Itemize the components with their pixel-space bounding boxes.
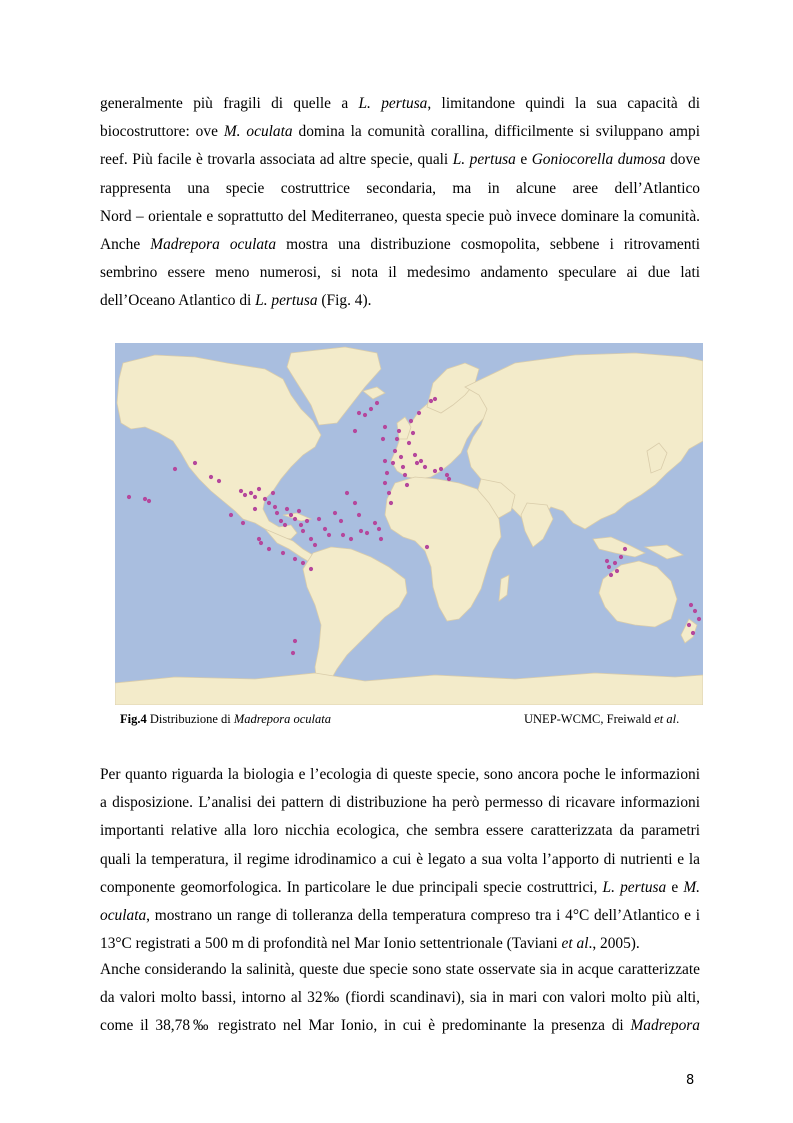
occurrence-marker [609,573,613,577]
page-number: 8 [686,1073,695,1088]
figure-credit: UNEP-WCMC, Freiwald et al. [524,712,680,726]
text-line: Nord – orientale e soprattutto del Mediterraneo, questa specie può invece dominare la comunità. [100,207,700,225]
occurrence-marker [209,475,213,479]
occurrence-marker [279,519,283,523]
text-line: come il 38,78‰ registrato nel Mar Ionio, in cui è predominante la presenza di Madrepora [100,1017,700,1035]
occurrence-marker [267,501,271,505]
occurrence-marker [387,491,391,495]
occurrence-marker [393,449,397,453]
occurrence-marker [297,509,301,513]
occurrence-marker [403,473,407,477]
occurrence-marker [299,523,303,527]
occurrence-marker [281,551,285,555]
occurrence-marker [249,491,253,495]
occurrence-marker [263,497,267,501]
occurrence-marker [369,407,373,411]
text-line: da valori molto bassi, intorno al 32‰ (fiordi scandinavi), sia in mari con valori molto più alti, [100,989,700,1007]
occurrence-marker [193,461,197,465]
occurrence-marker [357,411,361,415]
occurrence-marker [327,533,331,537]
occurrence-marker [305,519,309,523]
text-line: reef. Più facile è trovarla associata ad altre specie, quali L. pertusa e Goniocorella dumosa dove [100,151,701,169]
occurrence-marker [257,537,261,541]
occurrence-marker [379,537,383,541]
occurrence-marker [291,651,295,655]
occurrence-marker [423,465,427,469]
paragraph-3 [100,956,700,1041]
occurrence-marker [447,477,451,481]
occurrence-marker [289,513,293,517]
occurrence-marker [425,545,429,549]
occurrence-marker [253,507,257,511]
occurrence-marker [381,437,385,441]
text-line: oculata, mostrano un range di tolleranza della temperatura compreso tra i 4°C dell’Atlantico e i [100,907,700,925]
occurrence-marker [623,547,627,551]
occurrence-marker [687,623,691,627]
occurrence-marker [389,501,393,505]
occurrence-marker [353,429,357,433]
occurrence-marker [173,467,177,471]
text-line: a disposizione. L’analisi dei pattern di distribuzione ha però permesso di ricavare informazioni [100,794,700,812]
occurrence-marker [309,567,313,571]
occurrence-marker [349,537,353,541]
occurrence-marker [257,487,261,491]
occurrence-marker [391,461,395,465]
text-line: Per quanto riguarda la biologia e l’ecologia di queste specie, sono ancora poche le informazioni [100,766,700,783]
occurrence-marker [373,521,377,525]
occurrence-marker [143,497,147,501]
occurrence-marker [309,537,313,541]
occurrence-marker [383,481,387,485]
occurrence-marker [275,511,279,515]
occurrence-marker [345,491,349,495]
occurrence-marker [127,495,131,499]
occurrence-marker [383,459,387,463]
occurrence-marker [323,527,327,531]
occurrence-marker [385,471,389,475]
occurrence-marker [353,501,357,505]
occurrence-marker [259,541,263,545]
occurrence-marker [395,437,399,441]
occurrence-marker [413,453,417,457]
occurrence-marker [619,555,623,559]
paragraph-1 [100,90,700,316]
text-line: componente geomorfologica. In particolare le due principali specie costruttrici, L. pertusa e M. [100,878,701,896]
occurrence-marker [691,631,695,635]
occurrence-marker [429,399,433,403]
occurrence-marker [341,533,345,537]
text-line: 13°C registrati a 500 m di profondità nel Mar Ionio settentrionale (Taviani et al., 2005). [100,935,640,953]
occurrence-marker [433,397,437,401]
text-line: Anche Madrepora oculata mostra una distribuzione cosmopolita, sebbene i ritrovamenti [100,236,700,254]
occurrence-marker [147,499,151,503]
text-line: rappresenta una specie costruttrice secondaria, ma in alcune aree dell’Atlantico [100,179,700,197]
figure-caption: Fig.4 Distribuzione di Madrepora oculata [120,712,331,726]
antarctica [115,673,703,705]
occurrence-marker [419,459,423,463]
distribution-map-figure [115,343,703,705]
occurrence-marker [359,529,363,533]
occurrence-marker [613,561,617,565]
text-line: sembrino essere meno numerosi, si nota il medesimo andamento speculare ai due lati [100,264,700,282]
occurrence-marker [411,431,415,435]
occurrence-marker [293,517,297,521]
occurrence-marker [405,483,409,487]
text-line: quali la temperatura, il regime idrodinamico a cui è legato a sua volta l’apporto di nutrienti e la [100,850,700,868]
text-line: biocostruttore: ove M. oculata domina la comunità corallina, difficilmente si sviluppano ampi [100,123,700,141]
occurrence-marker [293,639,297,643]
occurrence-marker [365,531,369,535]
occurrence-marker [301,561,305,565]
occurrence-marker [417,411,421,415]
occurrence-marker [217,479,221,483]
occurrence-marker [399,455,403,459]
text-line: generalmente più fragili di quelle a L. pertusa, limitandone quindi la sua capacità di [100,95,700,112]
occurrence-marker [253,495,257,499]
occurrence-marker [415,461,419,465]
occurrence-marker [243,493,247,497]
occurrence-marker [377,527,381,531]
occurrence-marker [267,547,271,551]
occurrence-marker [397,429,401,433]
occurrence-marker [607,565,611,569]
occurrence-marker [229,513,233,517]
occurrence-marker [697,617,701,621]
occurrence-marker [283,523,287,527]
text-line: importanti relative alla loro nicchia ecologica, che sembra essere caratterizzata da parametri [100,822,700,840]
occurrence-marker [689,603,693,607]
occurrence-marker [433,469,437,473]
occurrence-marker [445,473,449,477]
occurrence-marker [333,511,337,515]
occurrence-marker [241,521,245,525]
occurrence-marker [301,529,305,533]
occurrence-marker [363,413,367,417]
occurrence-marker [615,569,619,573]
paragraph-2 [100,761,700,958]
occurrence-marker [285,507,289,511]
occurrence-marker [383,425,387,429]
occurrence-marker [293,557,297,561]
occurrence-marker [605,559,609,563]
occurrence-marker [339,519,343,523]
occurrence-marker [357,513,361,517]
occurrence-marker [409,419,413,423]
occurrence-marker [317,517,321,521]
occurrence-marker [273,505,277,509]
occurrence-marker [693,609,697,613]
occurrence-marker [401,465,405,469]
text-line: Anche considerando la salinità, queste due specie sono state osservate sia in acque caratterizzate [100,961,700,978]
occurrence-marker [271,491,275,495]
occurrence-marker [439,467,443,471]
occurrence-marker [407,441,411,445]
world-map [115,343,703,705]
occurrence-marker [313,543,317,547]
occurrence-marker [239,489,243,493]
text-line: dell’Oceano Atlantico di L. pertusa (Fig. 4). [100,292,372,310]
occurrence-marker [375,401,379,405]
